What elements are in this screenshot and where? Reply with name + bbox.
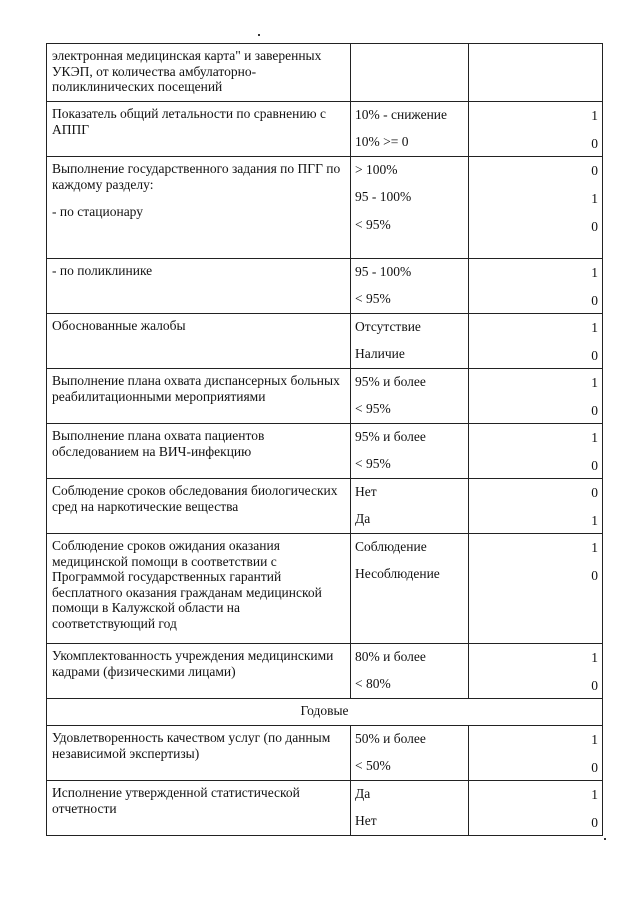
score-value: 0 [591,457,598,473]
score-cell [469,644,603,699]
score-value: 0 [591,402,598,418]
criterion-option: Нет [355,813,377,829]
indicator-cell [47,157,351,259]
score-value: 0 [591,292,598,308]
criterion-option: < 50% [355,758,391,774]
table-row [47,644,603,699]
score-value: 0 [591,759,598,775]
score-value: 0 [591,347,598,363]
criterion-cell [351,157,469,259]
criterion-option: Соблюдение [355,539,427,555]
score-value: 1 [591,649,598,665]
section-header: Годовые [47,699,603,726]
criterion-cell [351,424,469,479]
table-row [47,369,603,424]
score-cell [469,781,603,836]
indicator-cell [47,781,351,836]
score-value: 1 [591,539,598,555]
score-value: 1 [591,190,598,206]
criterion-option: 10% >= 0 [355,134,409,150]
table-row [47,259,603,314]
criterion-cell [351,534,469,644]
indicator-text: Исполнение утвержденной статистической отчетности [52,785,300,816]
criterion-option: Отсутствие [355,319,421,335]
indicator-cell [47,479,351,534]
indicator-text: Выполнение государственного задания по ПГГ по каждому разделу: [52,161,341,192]
criterion-cell [351,259,469,314]
criterion-cell [351,644,469,699]
criteria-table-body [47,44,603,836]
score-value: 1 [591,731,598,747]
criterion-option: Нет [355,484,377,500]
indicator-text: Выполнение плана охвата пациентов обследованием на ВИЧ-инфекцию [52,428,265,459]
score-value: 0 [591,484,598,500]
criterion-option: 95% и более [355,374,426,390]
indicator-cell [47,369,351,424]
score-cell [469,534,603,644]
score-value: 1 [591,264,598,280]
indicator-text: - по поликлинике [52,263,153,278]
indicator-text: Выполнение плана охвата диспансерных больных реабилитационными мероприятиями [52,373,340,404]
table-row [47,479,603,534]
criterion-cell [351,479,469,534]
score-cell [469,157,603,259]
indicator-cell [47,102,351,157]
indicator-text: электронная медицинская карта" и заверенных УКЭП, от количества амбулаторно-поликлинических посещений [52,48,322,94]
criterion-option: 10% - снижение [355,107,448,123]
indicator-cell [47,259,351,314]
indicator-text: Обоснованные жалобы [52,318,186,333]
criterion-option: < 80% [355,676,391,692]
criterion-option: < 95% [355,456,391,472]
score-value: 0 [591,162,598,178]
score-cell [469,259,603,314]
spacer [52,192,346,204]
indicator-subitem: - по стационару [52,204,144,219]
section-row [47,699,603,726]
score-value: 0 [591,567,598,583]
indicator-text: Удовлетворенность качеством услуг (по данным независимой экспертизы) [52,730,331,761]
table-row [47,726,603,781]
criterion-cell [351,781,469,836]
score-value: 1 [591,512,598,528]
criteria-table [46,43,603,836]
criterion-cell [351,726,469,781]
score-cell [469,424,603,479]
criterion-option: 95 - 100% [355,189,412,205]
criterion-option: 95% и более [355,429,426,445]
criterion-option: < 95% [355,401,391,417]
score-cell [469,44,603,102]
table-row [47,157,603,259]
criterion-option: Да [355,511,371,527]
score-value: 1 [591,786,598,802]
score-value: 0 [591,814,598,830]
indicator-text: Соблюдение сроков обследования биологических сред на наркотические вещества [52,483,338,514]
indicator-cell [47,534,351,644]
score-cell [469,479,603,534]
score-value: 1 [591,429,598,445]
score-cell [469,726,603,781]
criterion-option: 50% и более [355,731,426,747]
criterion-cell [351,314,469,369]
score-cell [469,314,603,369]
score-value: 0 [591,135,598,151]
indicator-text: Укомплектованность учреждения медицинскими кадрами (физическими лицами) [52,648,334,679]
criterion-option: Наличие [355,346,405,362]
score-cell [469,102,603,157]
table-row [47,44,603,102]
score-value: 1 [591,107,598,123]
indicator-text: Показатель общий летальности по сравнению с АППГ [52,106,326,137]
criterion-cell [351,102,469,157]
criterion-option: Да [355,786,371,802]
criterion-option: 95 - 100% [355,264,412,280]
table-row [47,534,603,644]
criterion-cell [351,44,469,102]
indicator-cell [47,314,351,369]
scan-speck [258,34,260,36]
scan-speck [604,838,606,840]
indicator-cell [47,44,351,102]
criterion-option: < 95% [355,217,391,233]
score-value: 0 [591,677,598,693]
criterion-option: > 100% [355,162,398,178]
score-value: 1 [591,374,598,390]
criterion-option: Несоблюдение [355,566,440,582]
indicator-cell [47,644,351,699]
score-cell [469,369,603,424]
table-row [47,102,603,157]
indicator-cell [47,424,351,479]
table-row [47,424,603,479]
criterion-option: < 95% [355,291,391,307]
score-value: 0 [591,218,598,234]
table-row [47,781,603,836]
criterion-option: 80% и более [355,649,426,665]
criterion-cell [351,369,469,424]
indicator-cell [47,726,351,781]
indicator-text: Соблюдение сроков ожидания оказания медицинской помощи в соответствии с Программой государственных гарантий бесплатного оказания гражданам медицинской помощи в Калужской области на соответствующий год [52,538,322,631]
score-value: 1 [591,319,598,335]
table-row [47,314,603,369]
